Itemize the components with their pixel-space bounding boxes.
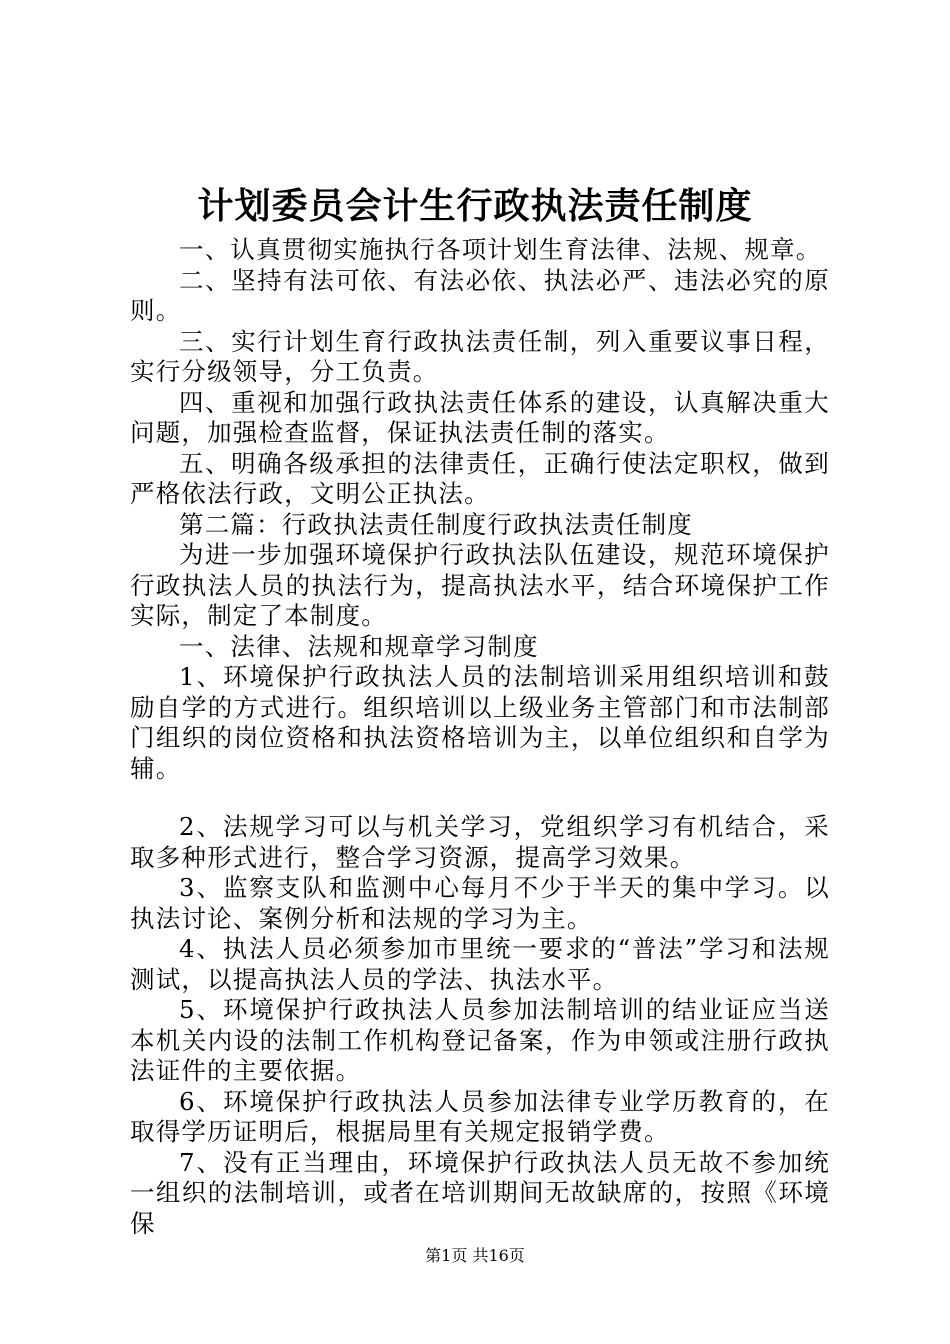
paragraph: 4、执法人员必须参加市里统一要求的“普法”学习和法规测试，以提高执法人员的学法、执法水平。 [130,934,830,994]
paragraph: 一、认真贯彻实施执行各项计划生育法律、法规、规章。 [179,235,822,264]
page-footer: 第1页 共16页 [425,1246,525,1265]
paragraph: 三、实行计划生育行政执法责任制，列入重要议事日程，实行分级领导，分工负责。 [130,326,830,386]
paragraph: 1、环境保护行政执法人员的法制培训采用组织培训和鼓励自学的方式进行。组织培训以上级业务主管部门和市法制部门组织的岗位资格和执法资格培训为主，以单位组织和自学为辅。 [130,662,830,783]
blank-line [130,784,830,812]
paragraph: 7、没有正当理由，环境保护行政执法人员无故不参加统一组织的法制培训，或者在培训期间无故缺席的，按照《环境保 [130,1147,830,1238]
paragraph: 二、坚持有法可依、有法必依、执法必严、违法必究的原则。 [130,265,830,325]
paragraph: 为进一步加强环境保护行政执法队伍建设，规范环境保护行政执法人员的执法行为，提高执法水平，结合环境保护工作实际，制定了本制度。 [130,540,830,630]
paragraph: 五、明确各级承担的法律责任，正确行使法定职权，做到严格依法行政，文明公正执法。 [130,448,830,508]
section-heading: 第二篇：行政执法责任制度行政执法责任制度 [179,509,693,539]
document-title: 计划委员会计生行政执法责任制度 [197,185,753,227]
paragraph: 四、重视和加强行政执法责任体系的建设，认真解决重大问题，加强检查监督，保证执法责任制的落实。 [130,387,830,447]
subsection-heading: 一、法律、法规和规章学习制度 [179,631,539,661]
paragraph: 3、监察支队和监测中心每月不少于半天的集中学习。以执法讨论、案例分析和法规的学习为主。 [130,873,830,933]
paragraph: 2、法规学习可以与机关学习，党组织学习有机结合，采取多种形式进行，整合学习资源，提高学习效果。 [130,812,830,872]
document-body [130,235,830,1239]
paragraph: 6、环境保护行政执法人员参加法律专业学历教育的，在取得学历证明后，根据局里有关规定报销学费。 [130,1086,830,1146]
paragraph: 5、环境保护行政执法人员参加法制培训的结业证应当送本机关内设的法制工作机构登记备案，作为申领或注册行政执法证件的主要依据。 [130,995,830,1085]
